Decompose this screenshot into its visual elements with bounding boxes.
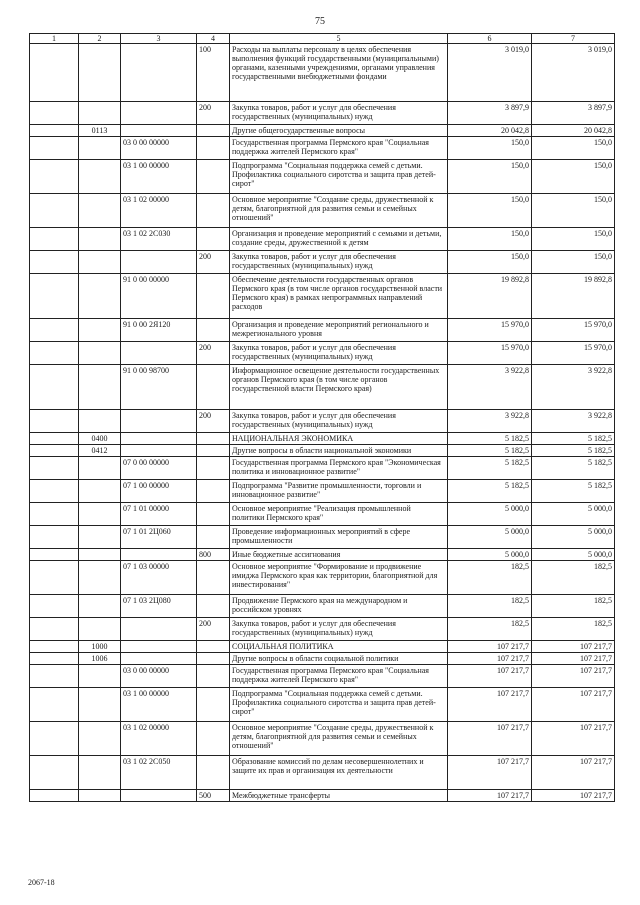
section-cell <box>30 102 79 125</box>
section-cell <box>30 125 79 137</box>
amount-2019-cell: 150,0 <box>448 251 532 274</box>
section-cell <box>30 641 79 653</box>
amount-2019-cell: 5 182,5 <box>448 445 532 457</box>
amount-2020-cell: 3 922,8 <box>532 365 615 410</box>
subsection-cell <box>79 228 121 251</box>
description-cell: Другие вопросы в области социальной политики <box>230 653 448 665</box>
expense-type-cell <box>197 756 230 790</box>
section-cell <box>30 653 79 665</box>
section-cell <box>30 480 79 503</box>
subsection-cell <box>79 319 121 342</box>
table-row <box>30 410 615 433</box>
subsection-cell <box>79 365 121 410</box>
amount-2019-cell: 107 217,7 <box>448 688 532 722</box>
expense-type-cell <box>197 194 230 228</box>
subsection-cell <box>79 480 121 503</box>
description-cell: Государственная программа Пермского края "Социальная поддержка жителей Пермского края" <box>230 137 448 160</box>
section-cell <box>30 160 79 194</box>
description-cell: Закупка товаров, работ и услуг для обеспечения государственных (муниципальных) нужд <box>230 342 448 365</box>
expense-type-cell <box>197 125 230 137</box>
table-row <box>30 503 615 526</box>
amount-2020-cell: 150,0 <box>532 160 615 194</box>
target-article-cell: 07 1 01 2Ц060 <box>121 526 197 549</box>
amount-2019-cell: 5 000,0 <box>448 526 532 549</box>
document-code: 2067-18 <box>28 878 55 887</box>
section-cell <box>30 274 79 319</box>
table-row <box>30 457 615 480</box>
description-cell: СОЦИАЛЬНАЯ ПОЛИТИКА <box>230 641 448 653</box>
amount-2020-cell: 15 970,0 <box>532 319 615 342</box>
budget-table-body <box>30 34 615 802</box>
amount-2020-cell: 107 217,7 <box>532 790 615 802</box>
amount-2020-cell: 3 922,8 <box>532 410 615 433</box>
amount-2020-cell: 182,5 <box>532 561 615 595</box>
expense-type-cell <box>197 457 230 480</box>
amount-2020-cell: 5 000,0 <box>532 549 615 561</box>
table-row <box>30 480 615 503</box>
expense-type-cell <box>197 688 230 722</box>
table-row <box>30 665 615 688</box>
table-row <box>30 595 615 618</box>
section-cell <box>30 665 79 688</box>
target-article-cell <box>121 653 197 665</box>
table-row <box>30 274 615 319</box>
description-cell: Подпрограмма "Развитие промышленности, торговли и инновационное развитие" <box>230 480 448 503</box>
section-cell <box>30 790 79 802</box>
subsection-cell <box>79 549 121 561</box>
target-article-cell <box>121 125 197 137</box>
expense-type-cell <box>197 641 230 653</box>
amount-2020-cell: 182,5 <box>532 595 615 618</box>
expense-type-cell <box>197 160 230 194</box>
amount-2019-cell: 3 922,8 <box>448 410 532 433</box>
expense-type-cell: 800 <box>197 549 230 561</box>
expense-type-cell <box>197 137 230 160</box>
subsection-cell <box>79 790 121 802</box>
subsection-cell: 0400 <box>79 433 121 445</box>
amount-2019-cell: 3 897,9 <box>448 102 532 125</box>
section-cell <box>30 228 79 251</box>
section-cell <box>30 722 79 756</box>
amount-2019-cell: 3 922,8 <box>448 365 532 410</box>
description-cell: Другие вопросы в области национальной экономики <box>230 445 448 457</box>
expense-type-cell: 100 <box>197 44 230 102</box>
target-article-cell <box>121 445 197 457</box>
target-article-cell: 03 1 02 00000 <box>121 722 197 756</box>
target-article-cell: 03 1 02 2С050 <box>121 756 197 790</box>
amount-2019-cell: 5 182,5 <box>448 433 532 445</box>
amount-2020-cell: 150,0 <box>532 228 615 251</box>
amount-2020-cell: 107 217,7 <box>532 665 615 688</box>
expense-type-cell: 500 <box>197 790 230 802</box>
header-col-3: 3 <box>121 34 197 44</box>
target-article-cell: 03 1 02 2С030 <box>121 228 197 251</box>
table-row <box>30 653 615 665</box>
page-number: 75 <box>315 16 325 27</box>
description-cell: Организация и проведение мероприятий регионального и межрегионального уровня <box>230 319 448 342</box>
amount-2020-cell: 150,0 <box>532 251 615 274</box>
subsection-cell: 1000 <box>79 641 121 653</box>
table-row <box>30 688 615 722</box>
target-article-cell <box>121 102 197 125</box>
amount-2020-cell: 3 897,9 <box>532 102 615 125</box>
amount-2020-cell: 5 000,0 <box>532 503 615 526</box>
header-col-2: 2 <box>79 34 121 44</box>
description-cell: Государственная программа Пермского края "Социальная поддержка жителей Пермского края" <box>230 665 448 688</box>
section-cell <box>30 595 79 618</box>
amount-2020-cell: 5 182,5 <box>532 433 615 445</box>
description-cell: Подпрограмма "Социальная поддержка семей с детьми. Профилактика социального сиротства и защита прав детей-сирот" <box>230 160 448 194</box>
table-row <box>30 433 615 445</box>
subsection-cell <box>79 665 121 688</box>
section-cell <box>30 561 79 595</box>
description-cell: Основное мероприятие "Реализация промышленной политики Пермского края" <box>230 503 448 526</box>
table-row <box>30 790 615 802</box>
amount-2020-cell: 5 182,5 <box>532 457 615 480</box>
description-cell: Другие общегосударственные вопросы <box>230 125 448 137</box>
table-row <box>30 251 615 274</box>
subsection-cell <box>79 457 121 480</box>
subsection-cell <box>79 342 121 365</box>
table-row <box>30 194 615 228</box>
subsection-cell <box>79 274 121 319</box>
amount-2019-cell: 107 217,7 <box>448 722 532 756</box>
section-cell <box>30 319 79 342</box>
amount-2019-cell: 5 182,5 <box>448 480 532 503</box>
table-row <box>30 319 615 342</box>
subsection-cell <box>79 561 121 595</box>
table-row <box>30 526 615 549</box>
expense-type-cell <box>197 595 230 618</box>
amount-2019-cell: 182,5 <box>448 595 532 618</box>
amount-2019-cell: 15 970,0 <box>448 342 532 365</box>
target-article-cell: 07 1 01 00000 <box>121 503 197 526</box>
amount-2019-cell: 15 970,0 <box>448 319 532 342</box>
table-row <box>30 44 615 102</box>
expense-type-cell <box>197 480 230 503</box>
table-row <box>30 342 615 365</box>
target-article-cell <box>121 410 197 433</box>
section-cell <box>30 410 79 433</box>
amount-2019-cell: 150,0 <box>448 137 532 160</box>
description-cell: Закупка товаров, работ и услуг для обеспечения государственных (муниципальных) нужд <box>230 102 448 125</box>
subsection-cell <box>79 503 121 526</box>
amount-2020-cell: 19 892,8 <box>532 274 615 319</box>
amount-2019-cell: 5 182,5 <box>448 457 532 480</box>
amount-2019-cell: 107 217,7 <box>448 756 532 790</box>
section-cell <box>30 44 79 102</box>
header-col-5: 5 <box>230 34 448 44</box>
section-cell <box>30 342 79 365</box>
subsection-cell <box>79 44 121 102</box>
section-cell <box>30 618 79 641</box>
amount-2019-cell: 5 000,0 <box>448 549 532 561</box>
target-article-cell <box>121 44 197 102</box>
description-cell: Закупка товаров, работ и услуг для обеспечения государственных (муниципальных) нужд <box>230 410 448 433</box>
expense-type-cell <box>197 722 230 756</box>
amount-2019-cell: 182,5 <box>448 561 532 595</box>
amount-2019-cell: 150,0 <box>448 160 532 194</box>
description-cell: Проведение информационных мероприятий в сфере промышленности <box>230 526 448 549</box>
expense-type-cell: 200 <box>197 251 230 274</box>
header-col-6: 6 <box>448 34 532 44</box>
amount-2019-cell: 107 217,7 <box>448 790 532 802</box>
target-article-cell <box>121 251 197 274</box>
expense-type-cell <box>197 503 230 526</box>
target-article-cell: 91 0 00 00000 <box>121 274 197 319</box>
expense-type-cell <box>197 365 230 410</box>
amount-2020-cell: 107 217,7 <box>532 722 615 756</box>
amount-2020-cell: 5 000,0 <box>532 526 615 549</box>
expense-type-cell: 200 <box>197 102 230 125</box>
table-row <box>30 618 615 641</box>
amount-2019-cell: 5 000,0 <box>448 503 532 526</box>
expense-type-cell <box>197 319 230 342</box>
table-row <box>30 549 615 561</box>
description-cell: НАЦИОНАЛЬНАЯ ЭКОНОМИКА <box>230 433 448 445</box>
expense-type-cell <box>197 228 230 251</box>
expense-type-cell: 200 <box>197 410 230 433</box>
description-cell: Расходы на выплаты персоналу в целях обеспечения выполнения функций государственными (муниципальными) органами, казенными учреждениями, органами управления государственными внебюджетными фондами <box>230 44 448 102</box>
target-article-cell: 03 0 00 00000 <box>121 137 197 160</box>
target-article-cell: 07 1 03 00000 <box>121 561 197 595</box>
amount-2019-cell: 107 217,7 <box>448 665 532 688</box>
table-row <box>30 125 615 137</box>
amount-2020-cell: 3 019,0 <box>532 44 615 102</box>
expense-type-cell <box>197 445 230 457</box>
description-cell: Обеспечение деятельности государственных органов Пермского края (в том числе органов государственной власти Пермского края) в рамках непрограммных направлений расходов <box>230 274 448 319</box>
description-cell: Основное мероприятие "Создание среды, дружественной к детям, благоприятной для развития семьи и семейных отношений" <box>230 722 448 756</box>
description-cell: Закупка товаров, работ и услуг для обеспечения государственных (муниципальных) нужд <box>230 251 448 274</box>
description-cell: Закупка товаров, работ и услуг для обеспечения государственных (муниципальных) нужд <box>230 618 448 641</box>
expense-type-cell <box>197 653 230 665</box>
subsection-cell <box>79 722 121 756</box>
description-cell: Информационное освещение деятельности государственных органов Пермского края (в том числе органов государственной власти Пермского края) <box>230 365 448 410</box>
target-article-cell: 03 1 00 00000 <box>121 160 197 194</box>
section-cell <box>30 549 79 561</box>
amount-2020-cell: 107 217,7 <box>532 641 615 653</box>
amount-2020-cell: 150,0 <box>532 137 615 160</box>
table-row <box>30 641 615 653</box>
section-cell <box>30 503 79 526</box>
table-row <box>30 365 615 410</box>
amount-2020-cell: 107 217,7 <box>532 653 615 665</box>
expense-type-cell <box>197 526 230 549</box>
budget-table <box>29 33 615 802</box>
amount-2020-cell: 150,0 <box>532 194 615 228</box>
amount-2019-cell: 19 892,8 <box>448 274 532 319</box>
amount-2020-cell: 182,5 <box>532 618 615 641</box>
subsection-cell <box>79 688 121 722</box>
subsection-cell <box>79 194 121 228</box>
amount-2019-cell: 20 042,8 <box>448 125 532 137</box>
section-cell <box>30 445 79 457</box>
description-cell: Государственная программа Пермского края "Экономическая политика и инновационное развитие" <box>230 457 448 480</box>
expense-type-cell: 200 <box>197 342 230 365</box>
amount-2019-cell: 150,0 <box>448 194 532 228</box>
description-cell: Основное мероприятие "Формирование и продвижение имиджа Пермского края как территории, благоприятной для инвестирования" <box>230 561 448 595</box>
subsection-cell: 0113 <box>79 125 121 137</box>
amount-2019-cell: 107 217,7 <box>448 641 532 653</box>
section-cell <box>30 526 79 549</box>
header-col-7: 7 <box>532 34 615 44</box>
target-article-cell <box>121 618 197 641</box>
subsection-cell: 0412 <box>79 445 121 457</box>
description-cell: Межбюджетные трансферты <box>230 790 448 802</box>
amount-2019-cell: 107 217,7 <box>448 653 532 665</box>
section-cell <box>30 688 79 722</box>
table-row <box>30 561 615 595</box>
target-article-cell <box>121 549 197 561</box>
target-article-cell <box>121 790 197 802</box>
subsection-cell <box>79 137 121 160</box>
amount-2019-cell: 150,0 <box>448 228 532 251</box>
description-cell: Подпрограмма "Социальная поддержка семей с детьми. Профилактика социального сиротства и защита прав детей-сирот" <box>230 688 448 722</box>
amount-2020-cell: 5 182,5 <box>532 480 615 503</box>
amount-2019-cell: 3 019,0 <box>448 44 532 102</box>
description-cell: Основное мероприятие "Создание среды, дружественной к детям, благоприятной для развития семьи и семейных отношений" <box>230 194 448 228</box>
target-article-cell <box>121 641 197 653</box>
target-article-cell: 91 0 00 2Я120 <box>121 319 197 342</box>
table-row <box>30 137 615 160</box>
subsection-cell <box>79 160 121 194</box>
table-row <box>30 102 615 125</box>
amount-2020-cell: 15 970,0 <box>532 342 615 365</box>
expense-type-cell <box>197 274 230 319</box>
subsection-cell <box>79 756 121 790</box>
section-cell <box>30 251 79 274</box>
amount-2020-cell: 20 042,8 <box>532 125 615 137</box>
section-cell <box>30 194 79 228</box>
table-row <box>30 722 615 756</box>
section-cell <box>30 756 79 790</box>
header-col-4: 4 <box>197 34 230 44</box>
amount-2019-cell: 182,5 <box>448 618 532 641</box>
table-row <box>30 445 615 457</box>
target-article-cell: 07 1 00 00000 <box>121 480 197 503</box>
subsection-cell <box>79 595 121 618</box>
section-cell <box>30 433 79 445</box>
subsection-cell: 1006 <box>79 653 121 665</box>
amount-2020-cell: 107 217,7 <box>532 756 615 790</box>
subsection-cell <box>79 618 121 641</box>
target-article-cell: 03 1 00 00000 <box>121 688 197 722</box>
target-article-cell <box>121 433 197 445</box>
description-cell: Образование комиссий по делам несовершеннолетних и защите их прав и организация их деятельности <box>230 756 448 790</box>
expense-type-cell <box>197 561 230 595</box>
subsection-cell <box>79 251 121 274</box>
expense-type-cell: 200 <box>197 618 230 641</box>
subsection-cell <box>79 102 121 125</box>
table-row <box>30 160 615 194</box>
section-cell <box>30 137 79 160</box>
section-cell <box>30 365 79 410</box>
description-cell: Организация и проведение мероприятий с семьями и детьми, создание среды, дружественной к детям <box>230 228 448 251</box>
expense-type-cell <box>197 665 230 688</box>
target-article-cell: 07 1 03 2Ц080 <box>121 595 197 618</box>
subsection-cell <box>79 526 121 549</box>
subsection-cell <box>79 410 121 433</box>
section-cell <box>30 457 79 480</box>
target-article-cell: 03 0 00 00000 <box>121 665 197 688</box>
expense-type-cell <box>197 433 230 445</box>
target-article-cell: 07 0 00 00000 <box>121 457 197 480</box>
description-cell: Иные бюджетные ассигнования <box>230 549 448 561</box>
amount-2020-cell: 5 182,5 <box>532 445 615 457</box>
target-article-cell: 03 1 02 00000 <box>121 194 197 228</box>
target-article-cell: 91 0 00 98700 <box>121 365 197 410</box>
description-cell: Продвижение Пермского края на международном и российском уровнях <box>230 595 448 618</box>
amount-2020-cell: 107 217,7 <box>532 688 615 722</box>
header-col-1: 1 <box>30 34 79 44</box>
table-row <box>30 756 615 790</box>
header-row <box>30 34 615 44</box>
target-article-cell <box>121 342 197 365</box>
table-row <box>30 228 615 251</box>
